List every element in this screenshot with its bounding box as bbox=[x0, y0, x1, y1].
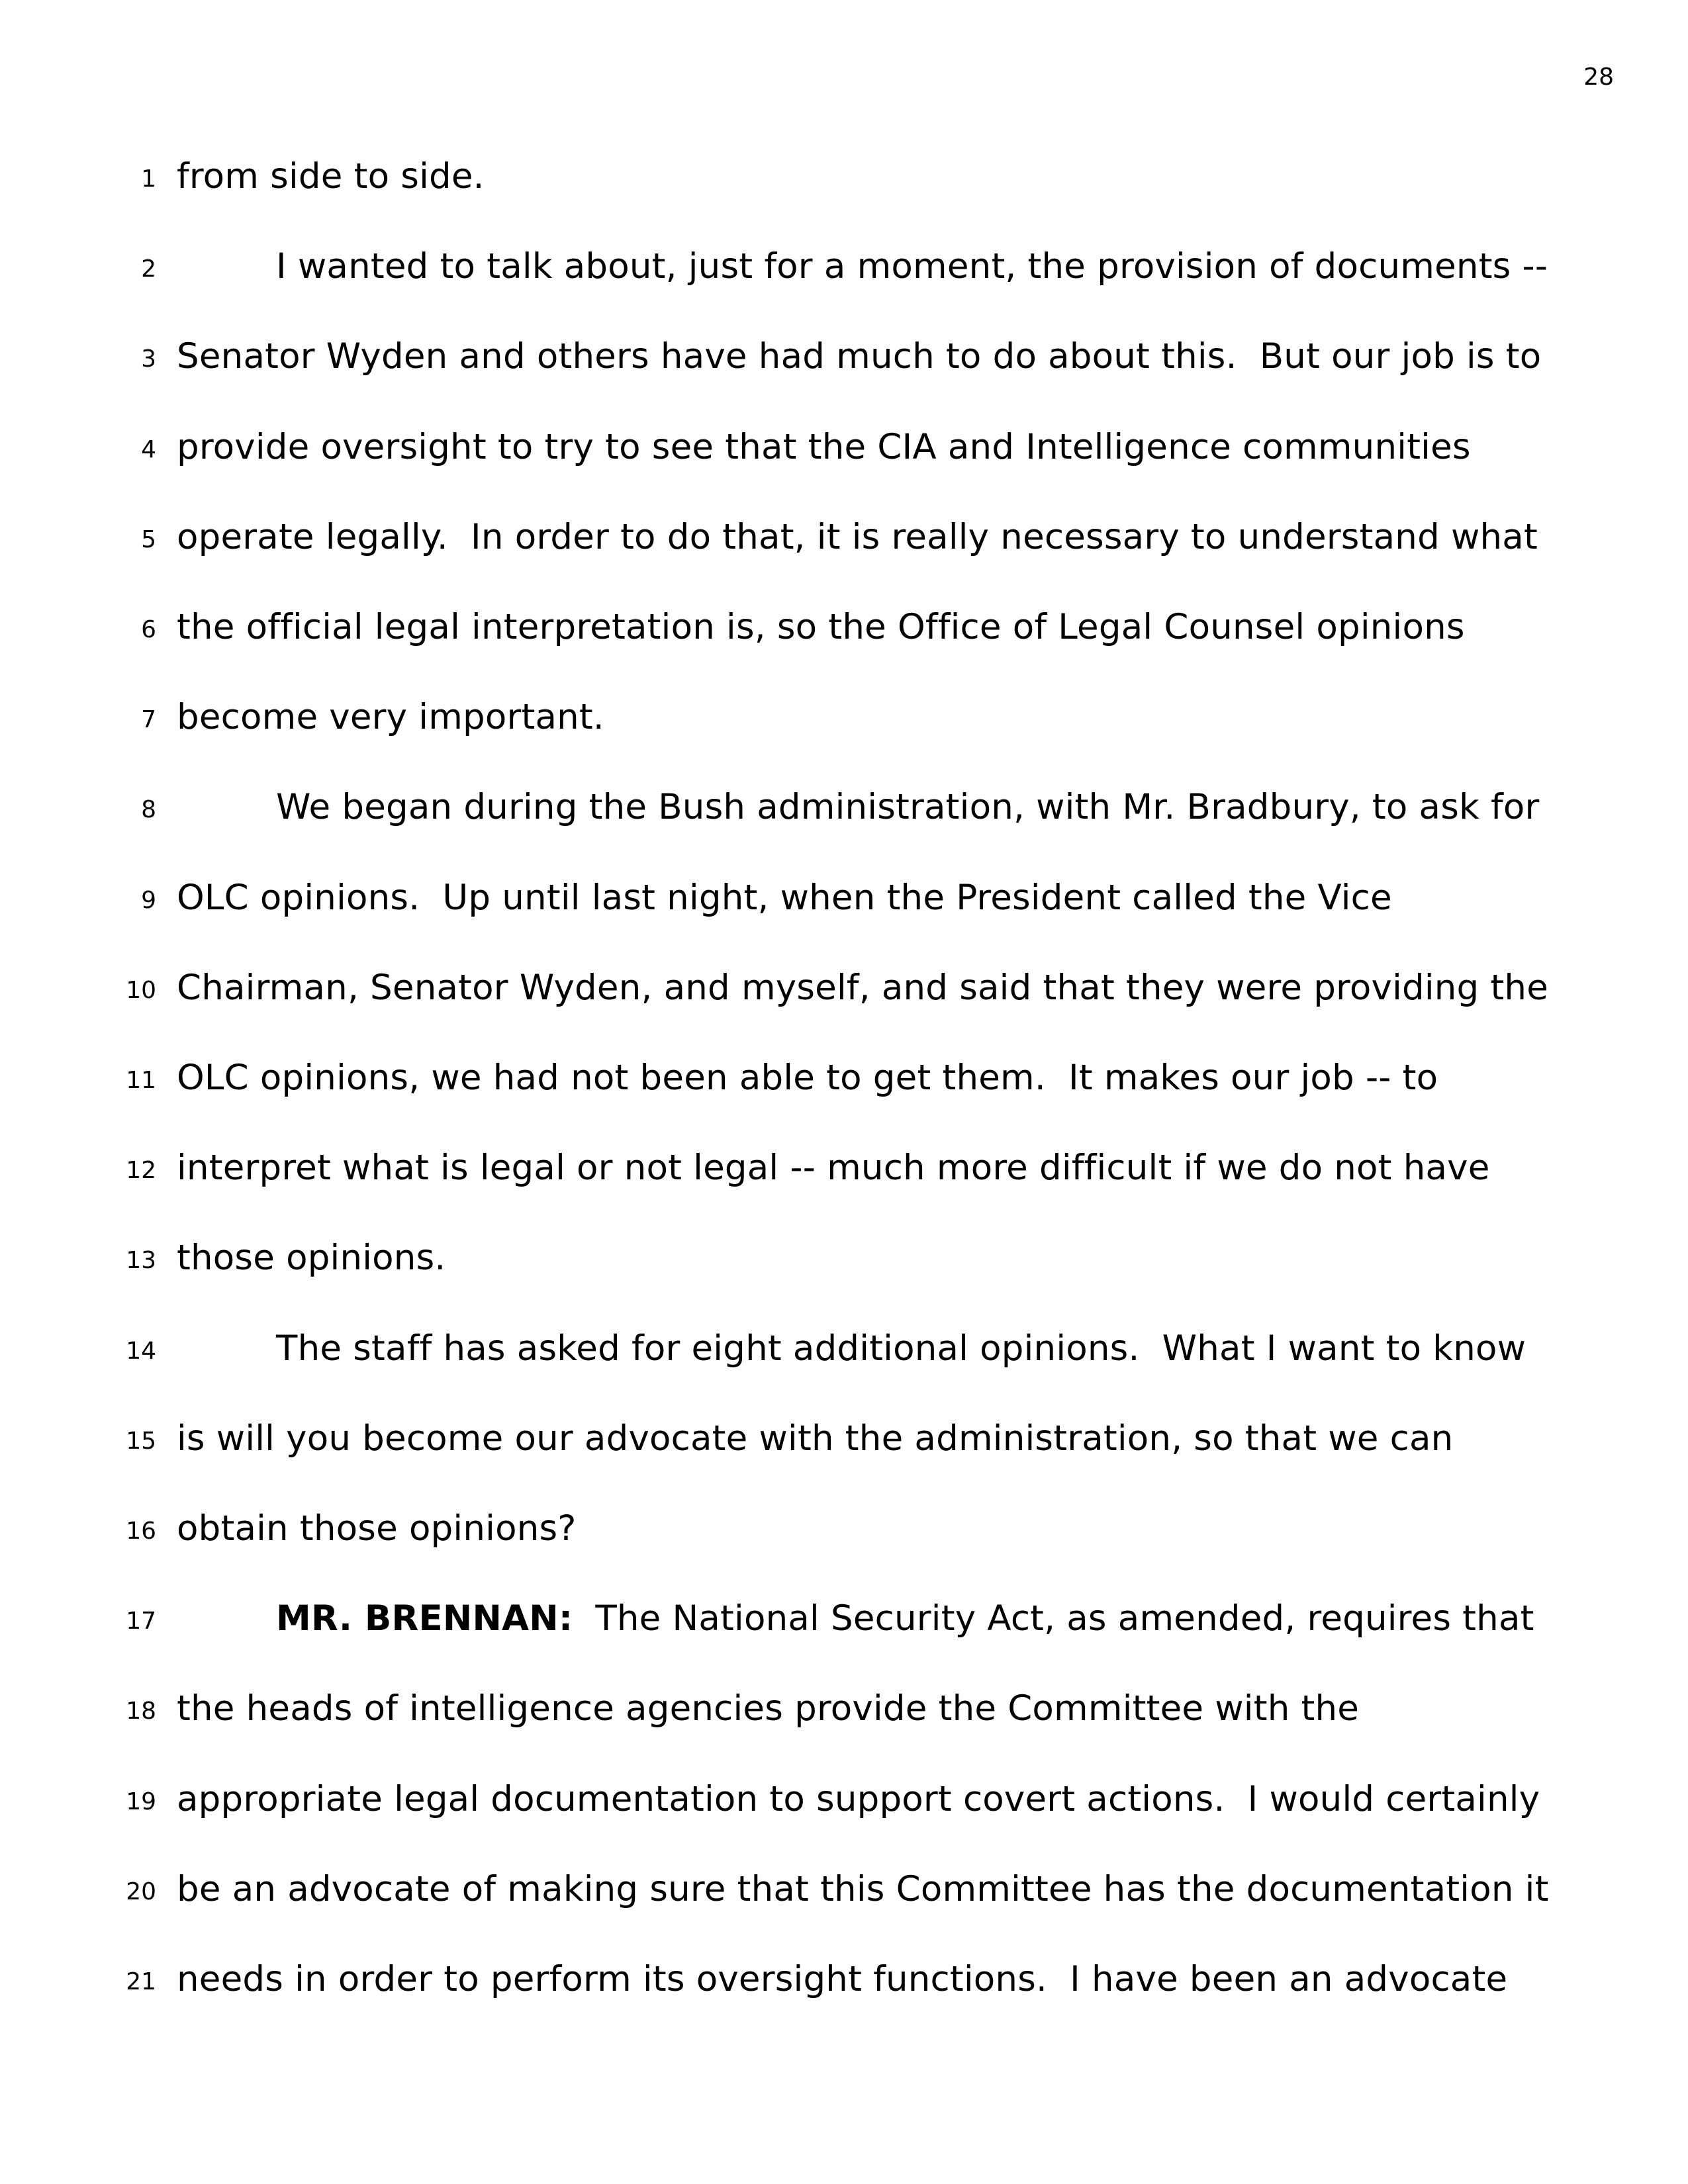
transcript-line bbox=[0, 156, 1688, 246]
transcript-line bbox=[0, 968, 1688, 1058]
transcript-line bbox=[0, 517, 1688, 607]
line-text bbox=[276, 1598, 1534, 1639]
line-text: We began during the Bush administration, with Mr. Bradbury, to ask for bbox=[276, 787, 1540, 828]
line-text: Senator Wyden and others have had much to do about this. But our job is to bbox=[177, 336, 1542, 377]
speech-text: The National Security Act, as amended, requires that bbox=[573, 1598, 1534, 1639]
transcript-line bbox=[0, 1328, 1688, 1418]
line-text: is will you become our advocate with the administration, so that we can bbox=[177, 1418, 1454, 1459]
line-text: needs in order to perform its oversight functions. I have been an advocate bbox=[177, 1959, 1508, 1999]
line-text: those opinions. bbox=[177, 1238, 446, 1279]
line-text: interpret what is legal or not legal -- much more difficult if we do not have bbox=[177, 1148, 1490, 1189]
transcript-line bbox=[0, 1779, 1688, 1869]
transcript-line bbox=[0, 1959, 1688, 2049]
transcript-line bbox=[0, 1869, 1688, 1959]
transcript-line bbox=[0, 878, 1688, 968]
line-text: OLC opinions, we had not been able to get them. It makes our job -- to bbox=[177, 1058, 1438, 1098]
line-number: 5 bbox=[141, 525, 156, 553]
line-number: 19 bbox=[126, 1788, 156, 1815]
line-text: operate legally. In order to do that, it is really necessary to understand what bbox=[177, 516, 1538, 557]
transcript-line bbox=[0, 1508, 1688, 1598]
line-number: 17 bbox=[126, 1608, 156, 1635]
line-number: 15 bbox=[126, 1427, 156, 1455]
line-number: 8 bbox=[141, 796, 156, 824]
transcript-line bbox=[0, 427, 1688, 517]
line-number: 10 bbox=[126, 976, 156, 1004]
transcript-line bbox=[0, 336, 1688, 426]
line-number: 7 bbox=[141, 706, 156, 734]
line-number: 13 bbox=[126, 1247, 156, 1275]
line-text: Chairman, Senator Wyden, and myself, and said that they were providing the bbox=[177, 967, 1549, 1008]
speaker-name: MR. BRENNAN: bbox=[276, 1598, 573, 1639]
line-number: 11 bbox=[126, 1067, 156, 1094]
transcript-line bbox=[0, 607, 1688, 697]
transcript-line bbox=[0, 1238, 1688, 1328]
transcript-line bbox=[0, 697, 1688, 787]
transcript-line bbox=[0, 246, 1688, 336]
line-text: I wanted to talk about, just for a moment, the provision of documents -- bbox=[276, 246, 1548, 287]
transcript-line bbox=[0, 787, 1688, 877]
transcript-line bbox=[0, 1148, 1688, 1238]
line-text: OLC opinions. Up until last night, when the President called the Vice bbox=[177, 877, 1392, 918]
transcript-line bbox=[0, 1418, 1688, 1508]
line-number: 18 bbox=[126, 1698, 156, 1725]
line-number: 21 bbox=[126, 1968, 156, 1995]
page-number: 28 bbox=[1583, 64, 1614, 91]
transcript-line bbox=[0, 1688, 1688, 1778]
line-number: 12 bbox=[126, 1157, 156, 1185]
line-text: appropriate legal documentation to support covert actions. I would certainly bbox=[177, 1778, 1540, 1819]
line-text: become very important. bbox=[177, 697, 604, 738]
line-text: be an advocate of making sure that this Committee has the documentation it bbox=[177, 1868, 1549, 1909]
line-number: 6 bbox=[141, 616, 156, 643]
line-number: 3 bbox=[141, 345, 156, 373]
line-text: obtain those opinions? bbox=[177, 1508, 577, 1549]
line-number: 4 bbox=[141, 435, 156, 463]
transcript-line bbox=[0, 1598, 1688, 1688]
line-text: the heads of intelligence agencies provide the Committee with the bbox=[177, 1688, 1360, 1729]
line-number: 2 bbox=[141, 255, 156, 283]
line-text: The staff has asked for eight additional opinions. What I want to know bbox=[276, 1328, 1526, 1369]
line-text: provide oversight to try to see that the CIA and Intelligence communities bbox=[177, 426, 1471, 467]
line-text: the official legal interpretation is, so the Office of Legal Counsel opinions bbox=[177, 607, 1465, 647]
line-number: 16 bbox=[126, 1518, 156, 1545]
transcript-line bbox=[0, 1058, 1688, 1148]
line-number: 20 bbox=[126, 1878, 156, 1905]
line-number: 14 bbox=[126, 1337, 156, 1365]
line-text: from side to side. bbox=[177, 156, 485, 197]
line-number: 9 bbox=[141, 886, 156, 914]
line-number: 1 bbox=[141, 165, 156, 193]
